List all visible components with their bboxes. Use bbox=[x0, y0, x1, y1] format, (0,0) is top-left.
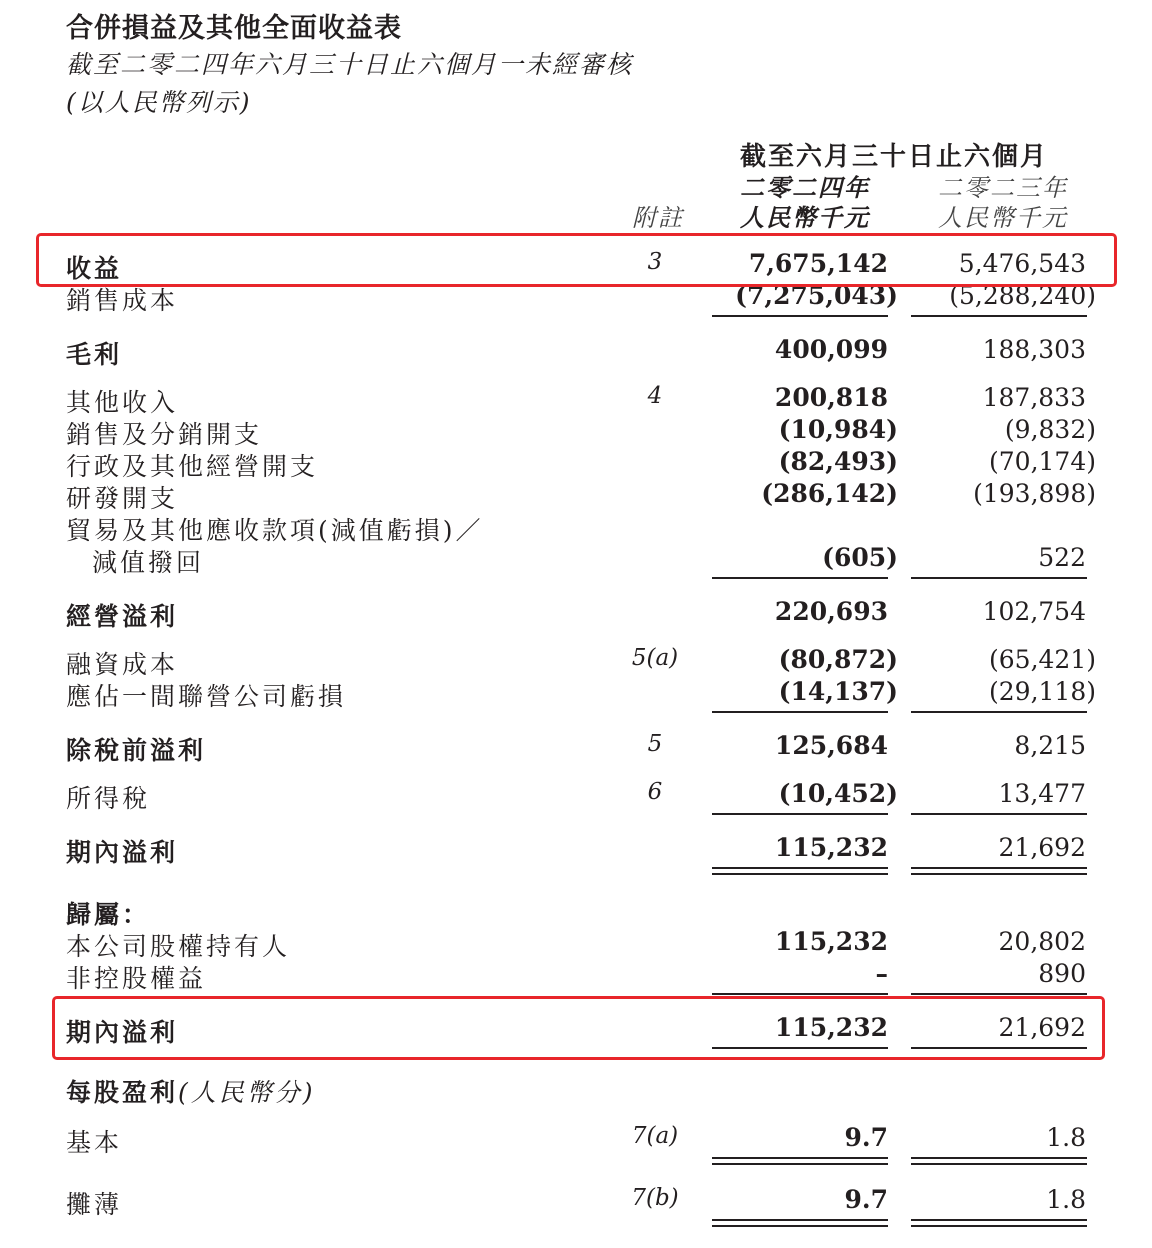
eps-unit: (人民幣分) bbox=[178, 1078, 316, 1107]
value-2023: (29,118) bbox=[989, 677, 1096, 706]
value-2024: (605) bbox=[822, 543, 898, 572]
row-label: 期內溢利 bbox=[66, 1018, 179, 1047]
value-2023: 1.8 bbox=[1046, 1185, 1086, 1214]
value-2024: 220,693 bbox=[774, 597, 888, 626]
row-note: 5 bbox=[647, 731, 663, 757]
value-2023: 188,303 bbox=[982, 335, 1086, 364]
value-2023: 20,802 bbox=[998, 927, 1086, 956]
value-2024: (82,493) bbox=[778, 447, 898, 476]
statement-subtitle: 截至二零二四年六月三十日止六個月一未經審核 bbox=[66, 50, 634, 79]
total-double-rule bbox=[911, 1225, 1087, 1227]
row-impairment-reversal bbox=[0, 543, 1152, 575]
row-label: 銷售及分銷開支 bbox=[66, 420, 263, 449]
row-admin-expenses bbox=[0, 447, 1152, 479]
row-eps-basic bbox=[0, 1123, 1152, 1155]
column-year-2024: 二零二四年 bbox=[740, 173, 870, 202]
subtotal-rule bbox=[712, 577, 888, 579]
subtotal-rule bbox=[712, 993, 888, 995]
period-heading: 截至六月三十日止六個月 bbox=[740, 142, 1049, 172]
row-label: 所得稅 bbox=[66, 784, 151, 813]
row-label: 基本 bbox=[66, 1128, 123, 1157]
note-column-heading: 附註 bbox=[632, 204, 684, 232]
row-label: 本公司股權持有人 bbox=[66, 932, 291, 961]
row-equity-holders bbox=[0, 927, 1152, 959]
total-double-rule bbox=[712, 867, 888, 869]
row-note: 7(a) bbox=[631, 1123, 679, 1149]
value-2023: (65,421) bbox=[989, 645, 1096, 674]
row-eps-diluted bbox=[0, 1185, 1152, 1217]
total-double-rule bbox=[712, 1225, 888, 1227]
row-rnd-expenses bbox=[0, 479, 1152, 511]
value-2023: 522 bbox=[1038, 543, 1086, 572]
row-non-controlling bbox=[0, 959, 1152, 991]
row-label: 經營溢利 bbox=[66, 602, 179, 631]
value-2023: (70,174) bbox=[989, 447, 1096, 476]
value-2024: (80,872) bbox=[778, 645, 898, 674]
row-label: 貿易及其他應收款項(減值虧損)／ bbox=[66, 516, 484, 545]
row-note: 6 bbox=[647, 779, 663, 805]
value-2024: 7,675,142 bbox=[748, 249, 888, 278]
row-eps-heading bbox=[0, 1073, 1152, 1105]
statement-title: 合併損益及其他全面收益表 bbox=[66, 13, 402, 44]
subtotal-rule bbox=[712, 711, 888, 713]
subtotal-rule bbox=[712, 813, 888, 815]
value-2024: 115,232 bbox=[774, 927, 888, 956]
value-2024: 115,232 bbox=[774, 1013, 888, 1042]
total-double-rule bbox=[712, 873, 888, 875]
total-double-rule bbox=[911, 867, 1087, 869]
total-double-rule bbox=[911, 873, 1087, 875]
row-gross-profit bbox=[0, 335, 1152, 367]
row-label: 減值撥回 bbox=[92, 548, 205, 577]
total-double-rule bbox=[911, 1219, 1087, 1221]
subtotal-rule bbox=[911, 577, 1087, 579]
value-2024: 9.7 bbox=[844, 1185, 888, 1214]
subtotal-rule bbox=[911, 711, 1087, 713]
value-2023: (5,288,240) bbox=[949, 281, 1096, 310]
row-label bbox=[66, 1073, 316, 1109]
value-2023: 13,477 bbox=[998, 779, 1086, 808]
subtotal-rule bbox=[712, 315, 888, 317]
total-double-rule bbox=[712, 1157, 888, 1159]
eps-heading-text: 每股盈利 bbox=[66, 1078, 179, 1107]
value-2023: 1.8 bbox=[1046, 1123, 1086, 1152]
value-2023: 187,833 bbox=[982, 383, 1086, 412]
value-2023: 890 bbox=[1038, 959, 1086, 988]
row-label: 融資成本 bbox=[66, 650, 179, 679]
value-2024: 9.7 bbox=[844, 1123, 888, 1152]
value-2024: 125,684 bbox=[774, 731, 888, 760]
row-note: 5(a) bbox=[631, 645, 679, 671]
total-double-rule bbox=[911, 1157, 1087, 1159]
value-2023: 5,476,543 bbox=[958, 249, 1086, 278]
value-2023: 8,215 bbox=[1014, 731, 1086, 760]
total-double-rule bbox=[712, 1219, 888, 1221]
value-2024: (7,275,043) bbox=[735, 281, 898, 310]
row-profit-for-period bbox=[0, 833, 1152, 865]
value-2024: 115,232 bbox=[774, 833, 888, 862]
value-2024: 400,099 bbox=[774, 335, 888, 364]
row-label: 非控股權益 bbox=[66, 964, 207, 993]
value-2023: (9,832) bbox=[1004, 415, 1096, 444]
row-selling-expenses bbox=[0, 415, 1152, 447]
total-double-rule bbox=[712, 1163, 888, 1165]
value-2023: 102,754 bbox=[982, 597, 1086, 626]
column-unit-2024: 人民幣千元 bbox=[740, 203, 870, 232]
row-label: 除稅前溢利 bbox=[66, 736, 207, 765]
highlight-box-profit bbox=[52, 996, 1105, 1060]
row-operating-profit bbox=[0, 597, 1152, 629]
row-label: 攤薄 bbox=[66, 1190, 123, 1219]
row-label: 銷售成本 bbox=[66, 286, 179, 315]
row-label: 其他收入 bbox=[66, 388, 179, 417]
value-2023: 21,692 bbox=[998, 833, 1086, 862]
row-finance-costs bbox=[0, 645, 1152, 677]
highlight-box-revenue bbox=[36, 233, 1117, 287]
row-note: 7(b) bbox=[631, 1185, 679, 1211]
subtotal-rule bbox=[911, 813, 1087, 815]
row-label: 歸屬： bbox=[66, 900, 151, 929]
subtotal-rule bbox=[911, 315, 1087, 317]
subtotal-rule bbox=[911, 993, 1087, 995]
column-year-2023: 二零二三年 bbox=[938, 174, 1068, 202]
row-associate-loss bbox=[0, 677, 1152, 709]
row-label: 收益 bbox=[66, 254, 123, 283]
value-2023: (193,898) bbox=[973, 479, 1096, 508]
row-income-tax bbox=[0, 779, 1152, 811]
column-unit-2023: 人民幣千元 bbox=[938, 204, 1068, 232]
value-2024: (10,452) bbox=[778, 779, 898, 808]
row-label: 期內溢利 bbox=[66, 838, 179, 867]
total-double-rule bbox=[911, 1163, 1087, 1165]
value-2023: 21,692 bbox=[998, 1013, 1086, 1042]
currency-note: (以人民幣列示) bbox=[66, 88, 252, 117]
row-label: 研發開支 bbox=[66, 484, 179, 513]
value-2024: 200,818 bbox=[774, 383, 888, 412]
row-attributable-heading bbox=[0, 895, 1152, 927]
row-note: 3 bbox=[647, 249, 663, 275]
row-profit-before-tax bbox=[0, 731, 1152, 763]
row-label: 毛利 bbox=[66, 340, 123, 369]
row-note: 4 bbox=[647, 383, 663, 409]
row-other-income bbox=[0, 383, 1152, 415]
row-impairment bbox=[0, 511, 1152, 543]
row-label: 應佔一間聯營公司虧損 bbox=[66, 682, 347, 711]
row-label: 行政及其他經營開支 bbox=[66, 452, 319, 481]
value-2024: (286,142) bbox=[761, 479, 898, 508]
value-2024: – bbox=[875, 959, 888, 988]
value-2024: (10,984) bbox=[778, 415, 898, 444]
value-2024: (14,137) bbox=[778, 677, 898, 706]
